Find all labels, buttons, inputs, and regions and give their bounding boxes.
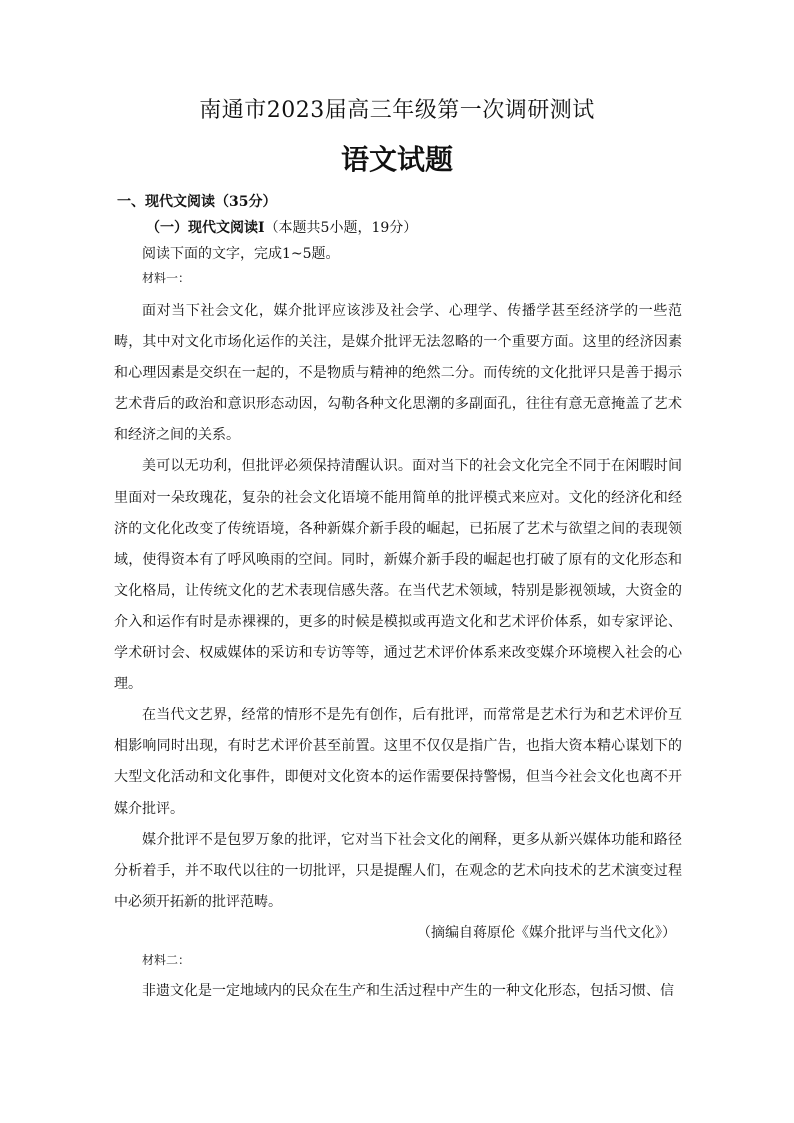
section-heading: 一、现代文阅读（35分） <box>117 194 277 210</box>
material-2-label: 材料二： <box>142 953 191 967</box>
reading-instruction: 阅读下面的文字，完成1~5题。 <box>142 246 340 262</box>
material-2-first-line: 非遗文化是一定地域内的民众在生产和生活过程中产生的一种文化形态，包括习惯、信 <box>142 983 674 999</box>
exam-title: 南通市2023届高三年级第一次调研测试 <box>199 98 595 123</box>
material-1-source: （摘编自蒋原伦《媒介批评与当代文化》） <box>417 925 676 941</box>
paragraph: 面对当下社会文化，媒介批评应该涉及社会学、心理学、传播学甚至经济学的一些范畴，其中对文化市场化运作的关注，是媒介批评无法忽略的一个重要方面。这里的经济因素和心理因素是交织在一起的，不是物质与精神的绝然二分。而传统的文化批评只是善于揭示艺术背后的政治和意识形态动因，勾勒各种文化思潮的多副面孔，往往有意无意掩盖了艺术和经济之间的关系。 <box>114 303 682 444</box>
paragraph: 美可以无功利，但批评必须保持清醒认识。面对当下的社会文化完全不同于在闲暇时间里面对一朵玫瑰花，复杂的社会文化语境不能用简单的批评模式来应对。文化的经济化和经济的文化化改变了传统语境，各种新媒介新手段的崛起，已拓展了艺术与欲望之间的表现领域，使得资本有了呼风唤雨的空间。同时，新媒介新手段的崛起也打破了原有的文化形态和文化格局，让传统文化的艺术表现信感失落。在当代艺术领域，特别是影视领域，大资金的介入和运作有时是赤裸裸的，更多的时候是模拟或再造文化和艺术评价体系，如专家评论、学术研讨会、权威媒体的采访和专访等等，通过艺术评价体系来改变媒介环境楔入社会的心理。 <box>114 458 682 693</box>
subsection-heading <box>146 217 417 239</box>
paragraph: 在当代文艺界，经常的情形不是先有创作，后有批评，而常常是艺术行为和艺术评价互相影响同时出现，有时艺术评价甚至前置。这里不仅仅是指广告，也指大资本精心谋划下的大型文化活动和文化事件，即便对文化资本的运作需要保持警惕，但当今社会文化也离不开媒介批评。 <box>114 707 682 817</box>
material-1-label: 材料一： <box>142 271 191 285</box>
subsection-heading-rest: （本题共5小题，19分） <box>264 220 418 236</box>
material-1-body <box>114 296 682 918</box>
subsection-heading-bold: （一）现代文阅读Ⅰ <box>146 220 265 236</box>
paragraph: 媒介批评不是包罗万象的批评，它对当下社会文化的阐释，更多从新兴媒体功能和路径分析着手，并不取代以往的一切批评，只是提醒人们，在观念的艺术向技术的艺术演变过程中必须开拓新的批评范畴。 <box>114 831 682 910</box>
exam-subtitle: 语文试题 <box>340 143 453 176</box>
